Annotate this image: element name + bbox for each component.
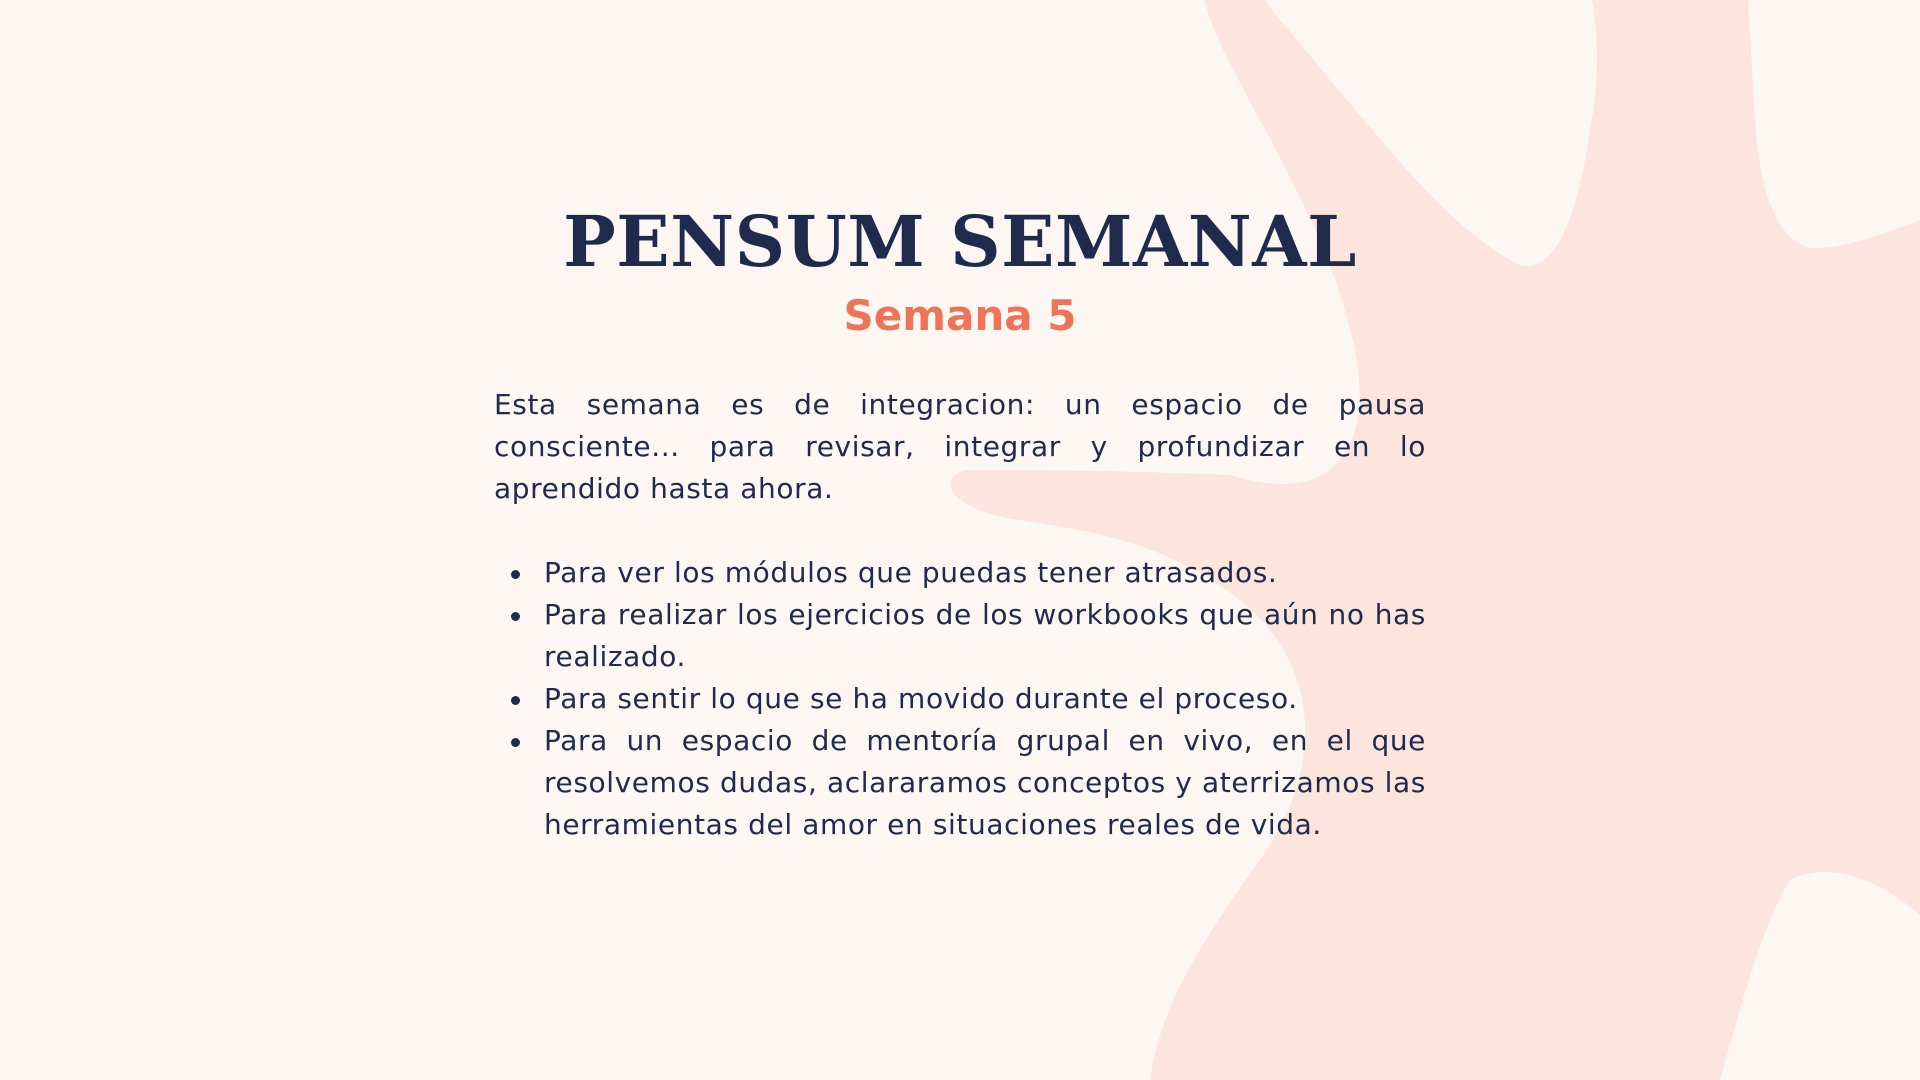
list-item: Para un espacio de mentoría grupal en vivo, en el que resolvemos dudas, aclararamos conceptos y aterrizamos las herramientas del amor en situaciones reales de vida. (544, 720, 1426, 846)
page-title: PENSUM SEMANAL (563, 200, 1357, 283)
list-item: Para realizar los ejercicios de los workbooks que aún no has realizado. (544, 594, 1426, 678)
list-item: Para sentir lo que se ha movido durante el proceso. (544, 678, 1426, 720)
intro-paragraph: Esta semana es de integracion: un espacio de pausa consciente... para revisar, integrar y profundizar en lo aprendido hasta ahora. (494, 388, 1426, 505)
bullet-list (494, 552, 1426, 846)
week-subtitle: Semana 5 (843, 291, 1077, 340)
list-item: Para ver los módulos que puedas tener atrasados. (544, 552, 1426, 594)
slide-content (494, 196, 1426, 846)
